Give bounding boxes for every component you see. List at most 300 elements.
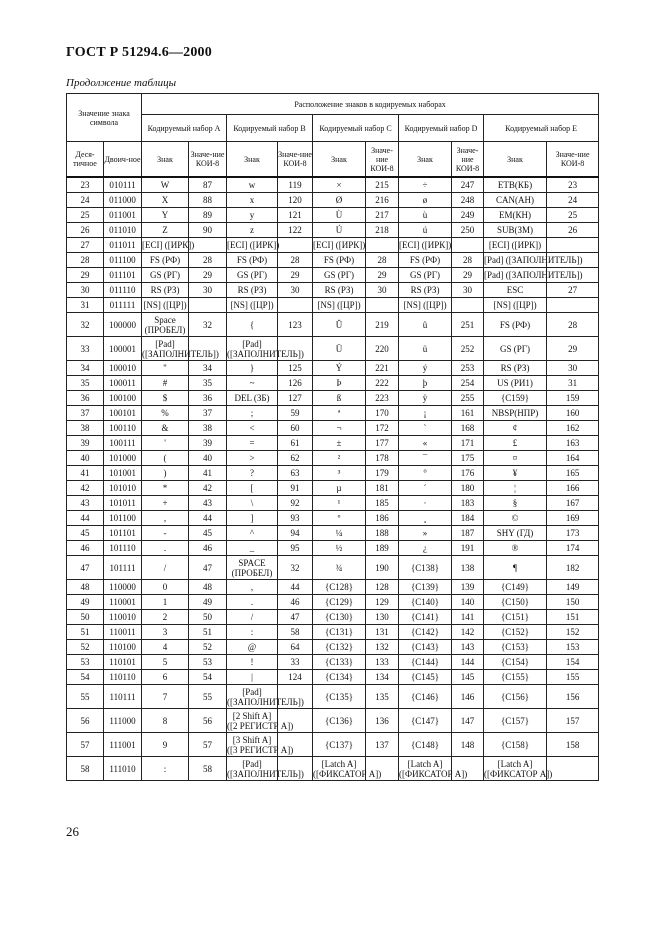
- cell-decimal: 40: [67, 451, 104, 466]
- table-row: [67, 466, 599, 481]
- sign-line: ²: [337, 453, 341, 463]
- cell-sign-d: [399, 640, 452, 655]
- cell-sign-b: [227, 238, 278, 253]
- sign-line: ±: [336, 438, 342, 448]
- sign-line: ([ФИКСАТОР A]): [313, 768, 382, 779]
- cell-koi-b: 30: [278, 283, 313, 298]
- cell-sign-c: [313, 238, 366, 253]
- cell-koi-c: 177: [366, 436, 399, 451]
- header-set-d: Кодируемый набор D: [399, 115, 484, 142]
- header-koi-b: Значе-ние КОИ-8: [278, 142, 313, 178]
- sign-line: ETB(КБ): [497, 180, 533, 190]
- sign-line: &: [161, 423, 169, 433]
- table-row: [67, 670, 599, 685]
- sign-line: ¾: [335, 562, 343, 573]
- sign-line: /: [250, 612, 254, 622]
- cell-koi-e: 182: [547, 556, 599, 580]
- cell-sign-a: [142, 481, 189, 496]
- cell-koi-b: 33: [278, 655, 313, 670]
- cell-binary: 011101: [104, 268, 142, 283]
- cell-koi-b: 92: [278, 496, 313, 511]
- cell-decimal: 33: [67, 337, 104, 361]
- cell-koi-a: 89: [189, 208, 227, 223]
- sign-line: °: [423, 468, 427, 478]
- cell-binary: 100011: [104, 376, 142, 391]
- cell-sign-c: [313, 757, 382, 781]
- cell-sign-c: [313, 451, 366, 466]
- cell-koi-b: 59: [278, 406, 313, 421]
- sign-line: ([ЗАПОЛНИТЕЛЬ]): [227, 696, 304, 707]
- sign-line: {C151}: [500, 612, 530, 622]
- sign-line: {C154}: [500, 657, 530, 667]
- cell-koi-a: 35: [189, 376, 227, 391]
- cell-sign-d: [399, 177, 452, 193]
- cell-koi-a: 52: [189, 640, 227, 655]
- sign-line: [Pad] ([ЗАПОЛНИТЕЛЬ]): [484, 255, 583, 265]
- cell-koi-e: 152: [547, 625, 599, 640]
- sign-line: *: [162, 483, 168, 493]
- cell-binary: 101110: [104, 541, 142, 556]
- cell-koi-a: 50: [189, 610, 227, 625]
- cell-koi-d: 161: [452, 406, 484, 421]
- cell-sign-b: [227, 655, 278, 670]
- cell-sign-d: [399, 337, 452, 361]
- document-title: ГОСТ Р 51294.6—2000: [66, 45, 212, 60]
- cell-koi-c: 131: [366, 625, 399, 640]
- cell-sign-a: [142, 406, 189, 421]
- sign-line: [NS] ([ЦР]): [403, 300, 447, 310]
- cell-koi-c: 216: [366, 193, 399, 208]
- cell-sign-e: [484, 313, 547, 337]
- cell-koi-e: 154: [547, 655, 599, 670]
- cell-decimal: 26: [67, 223, 104, 238]
- cell-koi-b: 125: [278, 361, 313, 376]
- table-row: [67, 313, 599, 337]
- cell-decimal: 38: [67, 421, 104, 436]
- sign-line: {C149}: [500, 582, 530, 592]
- cell-sign-d: [399, 391, 452, 406]
- cell-decimal: 46: [67, 541, 104, 556]
- cell-koi-e: 155: [547, 670, 599, 685]
- sign-line: RS (РЗ): [500, 363, 530, 373]
- cell-koi-e: 165: [547, 466, 599, 481]
- sign-line: {C143}: [410, 642, 440, 652]
- sign-line: {C138}: [410, 562, 440, 573]
- sign-line: ,: [163, 513, 167, 523]
- sign-line: }: [249, 363, 255, 373]
- table-row: [67, 208, 599, 223]
- cell-sign-a: [142, 298, 189, 313]
- sign-line: ': [164, 438, 166, 448]
- cell-koi-b: 94: [278, 526, 313, 541]
- cell-koi-d: 183: [452, 496, 484, 511]
- cell-sign-b: [227, 253, 278, 268]
- table-row: [67, 177, 599, 193]
- cell-koi-c: 181: [366, 481, 399, 496]
- cell-sign-d: [399, 685, 452, 709]
- cell-sign-c: [313, 709, 366, 733]
- sign-line: {C130}: [324, 612, 354, 622]
- cell-decimal: 58: [67, 757, 104, 781]
- sign-line: SPACE: [238, 557, 266, 568]
- cell-sign-b: [227, 406, 278, 421]
- table-row: [67, 655, 599, 670]
- sign-line: ©: [511, 513, 519, 523]
- cell-sign-b: [227, 177, 278, 193]
- cell-koi-e: 31: [547, 376, 599, 391]
- cell-sign-d: [399, 268, 452, 283]
- cell-koi-c: 190: [366, 556, 399, 580]
- cell-koi-e: [547, 298, 599, 313]
- cell-sign-e: [484, 208, 547, 223]
- table-row: [67, 223, 599, 238]
- cell-sign-d: [399, 253, 452, 268]
- cell-sign-a: [142, 361, 189, 376]
- cell-koi-c: 220: [366, 337, 399, 361]
- cell-decimal: 27: [67, 238, 104, 253]
- cell-koi-e: 157: [547, 709, 599, 733]
- cell-binary: 011011: [104, 238, 142, 253]
- sign-line: Ú: [335, 225, 343, 235]
- header-symbol-value: Значение знака символа: [67, 94, 142, 142]
- sign-line: FS (РФ): [236, 255, 268, 265]
- table-row: [67, 406, 599, 421]
- cell-koi-c: 137: [366, 733, 399, 757]
- sign-line: {C159}: [500, 393, 530, 403]
- cell-koi-c: 30: [366, 283, 399, 298]
- cell-koi-d: 176: [452, 466, 484, 481]
- cell-koi-b: 120: [278, 193, 313, 208]
- cell-sign-d: [399, 481, 452, 496]
- cell-koi-b: 95: [278, 541, 313, 556]
- sign-line: {C135}: [324, 691, 354, 702]
- sign-line: ù: [422, 210, 428, 220]
- cell-binary: 011110: [104, 283, 142, 298]
- table-row: [67, 556, 599, 580]
- sign-line: !: [250, 657, 254, 667]
- cell-decimal: 23: [67, 177, 104, 193]
- cell-koi-a: 38: [189, 421, 227, 436]
- cell-koi-b: 28: [278, 253, 313, 268]
- cell-koi-e: 149: [547, 580, 599, 595]
- sign-line: ´: [423, 483, 427, 493]
- cell-binary: 101100: [104, 511, 142, 526]
- cell-koi-c: 219: [366, 313, 399, 337]
- cell-koi-b: 127: [278, 391, 313, 406]
- cell-sign-b: [227, 223, 278, 238]
- cell-koi-c: [366, 298, 399, 313]
- cell-sign-c: [313, 481, 366, 496]
- cell-decimal: 50: [67, 610, 104, 625]
- header-koi-d: Значе-ние КОИ-8: [452, 142, 484, 178]
- sign-line: {C157}: [500, 715, 530, 726]
- cell-sign-d: [399, 238, 452, 253]
- cell-sign-a: [142, 283, 189, 298]
- sign-line: ¶: [512, 562, 518, 573]
- table-row: [67, 376, 599, 391]
- cell-koi-a: [189, 298, 227, 313]
- cell-koi-d: 175: [452, 451, 484, 466]
- sign-line: {C148}: [410, 739, 440, 750]
- cell-sign-c: [313, 268, 366, 283]
- cell-sign-e: [484, 757, 553, 781]
- cell-sign-c: [313, 313, 366, 337]
- cell-sign-b: [227, 268, 278, 283]
- sign-line: \: [250, 498, 254, 508]
- cell-koi-a: 58: [189, 757, 227, 781]
- table-row: [67, 436, 599, 451]
- cell-koi-b: 47: [278, 610, 313, 625]
- cell-sign-e: [484, 556, 547, 580]
- cell-sign-c: [313, 466, 366, 481]
- cell-decimal: 44: [67, 511, 104, 526]
- sign-line: %: [161, 408, 169, 418]
- sign-line: {C131}: [324, 627, 354, 637]
- sign-line: {C134}: [324, 672, 354, 682]
- sign-line: µ: [336, 483, 342, 493]
- table-row: [67, 733, 599, 757]
- sign-line: Z: [162, 225, 168, 235]
- cell-koi-e: 156: [547, 685, 599, 709]
- cell-sign-a: [142, 511, 189, 526]
- cell-sign-a: [142, 421, 189, 436]
- cell-sign-c: [313, 526, 366, 541]
- cell-koi-a: 55: [189, 685, 227, 709]
- sign-line: [ECI] ([ИРК]): [488, 240, 542, 250]
- cell-decimal: 45: [67, 526, 104, 541]
- sign-line: º: [337, 513, 341, 523]
- sign-line: [NS] ([ЦР]): [143, 300, 187, 310]
- cell-koi-d: 142: [452, 625, 484, 640]
- table-row: [67, 391, 599, 406]
- sign-line: [3 Shift A]: [232, 734, 272, 745]
- sign-line: (: [163, 453, 167, 463]
- cell-sign-a: [142, 313, 189, 337]
- cell-sign-c: [313, 556, 366, 580]
- cell-sign-e: [484, 268, 583, 283]
- cell-koi-b: 58: [278, 625, 313, 640]
- sign-line: »: [422, 528, 428, 538]
- cell-sign-c: [313, 208, 366, 223]
- cell-koi-a: 47: [189, 556, 227, 580]
- cell-sign-c: [313, 298, 366, 313]
- cell-koi-d: 139: [452, 580, 484, 595]
- sign-line: ¹: [337, 498, 341, 508]
- sign-line: [ECI] ([ИРК]): [227, 240, 280, 250]
- cell-koi-d: 168: [452, 421, 484, 436]
- table-row: [67, 595, 599, 610]
- table-row: [67, 496, 599, 511]
- sign-line: {C145}: [410, 672, 440, 682]
- sign-line: #: [162, 378, 168, 388]
- sign-line: ¤: [512, 453, 518, 463]
- cell-koi-e: 23: [547, 177, 599, 193]
- cell-koi-b: [278, 298, 313, 313]
- cell-sign-d: [399, 436, 452, 451]
- sign-line: 4: [162, 642, 168, 652]
- table-row: [67, 268, 599, 283]
- cell-koi-c: 128: [366, 580, 399, 595]
- cell-binary: 101001: [104, 466, 142, 481]
- cell-koi-b: 44: [278, 580, 313, 595]
- cell-koi-e: 167: [547, 496, 599, 511]
- cell-sign-c: [313, 406, 366, 421]
- cell-sign-c: [313, 177, 366, 193]
- sign-line: ³: [337, 468, 341, 478]
- cell-koi-b: 61: [278, 436, 313, 451]
- cell-koi-e: 25: [547, 208, 599, 223]
- cell-koi-e: [547, 238, 599, 253]
- cell-koi-e: 166: [547, 481, 599, 496]
- cell-koi-d: 187: [452, 526, 484, 541]
- cell-sign-d: [399, 421, 452, 436]
- cell-decimal: 55: [67, 685, 104, 709]
- cell-sign-e: [484, 391, 547, 406]
- cell-sign-d: [399, 511, 452, 526]
- cell-koi-b: 124: [278, 670, 313, 685]
- sign-line: ([ЗАПОЛНИТЕЛЬ]): [142, 348, 219, 359]
- cell-koi-a: 46: [189, 541, 227, 556]
- sign-line: £: [512, 438, 518, 448]
- cell-sign-c: [313, 337, 366, 361]
- cell-sign-a: [142, 595, 189, 610]
- cell-koi-d: 253: [452, 361, 484, 376]
- cell-koi-a: 88: [189, 193, 227, 208]
- cell-sign-a: [142, 670, 189, 685]
- cell-koi-a: [189, 238, 227, 253]
- cell-koi-c: 223: [366, 391, 399, 406]
- sign-line: ([ФИКСАТОР A]): [484, 768, 553, 779]
- sign-line: ü: [422, 343, 428, 354]
- cell-koi-c: 222: [366, 376, 399, 391]
- cell-koi-d: 191: [452, 541, 484, 556]
- sign-line: :: [163, 763, 167, 774]
- cell-koi-b: 62: [278, 451, 313, 466]
- sign-line: z: [250, 225, 255, 235]
- sign-line: {C129}: [324, 597, 354, 607]
- cell-koi-b: 46: [278, 595, 313, 610]
- sign-line: ÿ: [422, 393, 428, 403]
- cell-binary: 100000: [104, 313, 142, 337]
- cell-koi-d: 180: [452, 481, 484, 496]
- cell-sign-b: [227, 640, 278, 655]
- sign-line: 9: [162, 739, 168, 750]
- cell-sign-b: [227, 451, 278, 466]
- cell-koi-a: 36: [189, 391, 227, 406]
- cell-koi-a: 87: [189, 177, 227, 193]
- cell-sign-d: [399, 313, 452, 337]
- cell-sign-a: [142, 268, 189, 283]
- header-set-b: Кодируемый набор B: [227, 115, 313, 142]
- sign-line: RS (РЗ): [410, 285, 440, 295]
- cell-sign-b: [227, 313, 278, 337]
- cell-koi-c: 218: [366, 223, 399, 238]
- sign-line: {C153}: [500, 642, 530, 652]
- sign-line: ¯: [422, 453, 428, 463]
- sign-line: 7: [162, 691, 168, 702]
- cell-sign-b: [227, 670, 278, 685]
- header-sign-c: Знак: [313, 142, 366, 178]
- cell-koi-e: 28: [547, 313, 599, 337]
- cell-koi-e: 162: [547, 421, 599, 436]
- sign-line: [ECI] ([ИРК]): [313, 240, 366, 250]
- cell-decimal: 30: [67, 283, 104, 298]
- table-row: [67, 298, 599, 313]
- table-body: [67, 177, 599, 781]
- cell-binary: 100101: [104, 406, 142, 421]
- cell-decimal: 39: [67, 436, 104, 451]
- sign-line: CAN(АН): [496, 195, 535, 205]
- sign-line: 5: [162, 657, 168, 667]
- sign-line: {C137}: [324, 739, 354, 750]
- sign-line: FS (РФ): [409, 255, 441, 265]
- cell-sign-b: [227, 757, 304, 781]
- cell-decimal: 48: [67, 580, 104, 595]
- cell-sign-c: [313, 580, 366, 595]
- cell-sign-b: [227, 436, 278, 451]
- cell-sign-a: [142, 580, 189, 595]
- cell-koi-c: 136: [366, 709, 399, 733]
- cell-koi-b: 126: [278, 376, 313, 391]
- cell-sign-d: [399, 496, 452, 511]
- sign-line: ¬: [336, 423, 342, 433]
- cell-koi-c: 134: [366, 670, 399, 685]
- cell-sign-b: [227, 208, 278, 223]
- cell-sign-c: [313, 670, 366, 685]
- sign-line: Þ: [336, 378, 342, 388]
- cell-sign-d: [399, 406, 452, 421]
- cell-koi-c: 133: [366, 655, 399, 670]
- cell-binary: 011010: [104, 223, 142, 238]
- sign-line: 8: [162, 715, 168, 726]
- sign-line: ½: [335, 543, 343, 553]
- sign-line: FS (РФ): [499, 319, 531, 330]
- sign-line: -: [163, 528, 167, 538]
- sign-line: @: [247, 642, 257, 652]
- sign-line: ([3 РЕГИСТР A]): [227, 744, 294, 755]
- cell-sign-a: [142, 193, 189, 208]
- cell-sign-c: [313, 421, 366, 436]
- cell-sign-d: [399, 733, 452, 757]
- sign-line: [NS] ([ЦР]): [317, 300, 361, 310]
- cell-koi-c: 129: [366, 595, 399, 610]
- cell-koi-a: 41: [189, 466, 227, 481]
- sign-line: {C156}: [500, 691, 530, 702]
- sign-line: $: [162, 393, 168, 403]
- sign-line: ESC: [506, 285, 524, 295]
- cell-koi-e: 174: [547, 541, 599, 556]
- cell-koi-d: 146: [452, 685, 484, 709]
- table-continuation-caption: Продолжение таблицы: [66, 77, 177, 89]
- cell-koi-c: 221: [366, 361, 399, 376]
- cell-koi-a: 29: [189, 268, 227, 283]
- cell-koi-d: 143: [452, 640, 484, 655]
- cell-koi-d: [452, 298, 484, 313]
- sign-line: SUB(ЗМ): [497, 225, 534, 235]
- sign-line: ¡: [423, 408, 427, 418]
- cell-sign-c: [313, 436, 366, 451]
- sign-line: {C141}: [410, 612, 440, 622]
- sign-line: {C147}: [410, 715, 440, 726]
- table-row: [67, 526, 599, 541]
- cell-sign-d: [399, 526, 452, 541]
- cell-sign-e: [484, 541, 547, 556]
- cell-sign-a: [142, 685, 189, 709]
- character-set-table: [66, 93, 599, 781]
- cell-sign-d: [399, 541, 452, 556]
- sign-line: .: [250, 597, 254, 607]
- sign-line: ([2 РЕГИСТР A]): [227, 720, 294, 731]
